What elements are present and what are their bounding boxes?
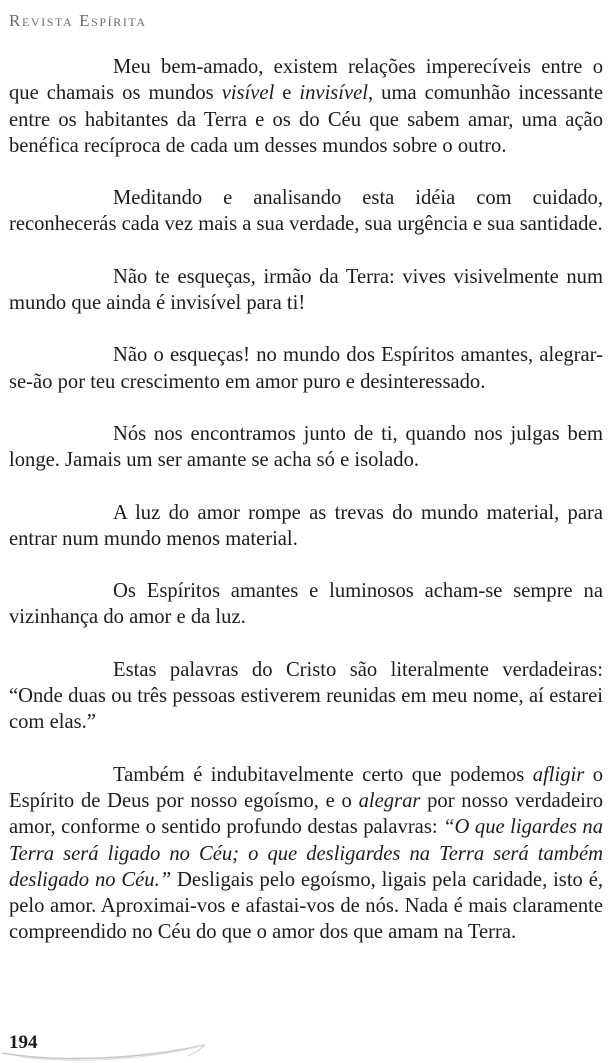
text-segment: o Espírito de Deus por nosso egoísmo, e o [9,763,604,812]
paragraph [9,54,603,159]
paragraph [9,762,603,946]
text-segment: Meditando e analisando esta idéia com cuidado, reconhecerás cada vez mais a sua verdade, sua urgência e sua santidade. [9,187,603,236]
text-segment: e [274,82,300,105]
text-segment: Meu bem-amado, existem relações imperecíveis entre o que chamais os mundos [9,56,603,105]
paragraph [9,500,603,553]
decorative-swoosh-icon [0,1023,260,1063]
text-segment: Não o esqueças! no mundo dos Espíritos amantes, alegrar-se-ão por teu crescimento em amor puro e desinteressado. [9,344,603,393]
paragraph [9,421,603,474]
text-segment: Desligais pelo egoísmo, ligais pela caridade, isto é, pelo amor. Aproximai-vos e afastai-vos de nós. Nada é mais claramente compreendido no Céu do que o amor dos que amam na Terra. [9,868,603,944]
text-segment: por nosso verdadeiro amor, conforme o sentido profundo destas palavras: [9,789,603,839]
paragraph [9,342,603,395]
page-number: 194 [9,1032,38,1053]
italic-text-segment: afligir [532,763,585,786]
page-footer [0,1023,260,1063]
text-segment: Nós nos encontramos junto de ti, quando nos julgas bem longe. Jamais um ser amante se acha só e isolado. [9,422,603,472]
text-segment: Não te esqueças, irmão da Terra: vives visivelmente num mundo que ainda é invisível para ti! [9,265,603,315]
text-segment: , uma comunhão incessante entre os habitantes da Terra e os do Céu que sabem amar, uma ação benéfica recíproca de cada um desses mundos sobre o outro. [9,82,603,157]
italic-text-segment: invisível [299,82,369,105]
running-header-title: Revista Espírita [9,11,147,30]
text-segment: Os Espíritos amantes e luminosos acham-se sempre na vizinhança do amor e da luz. [9,580,603,629]
italic-text-segment: “O que ligardes na Terra será ligado no Céu; o que desligardes na Terra será também desligado no Céu.” [9,816,603,891]
italic-text-segment: alegrar [358,789,421,812]
text-segment: Também é indubitavelmente certo que podemos [113,763,533,786]
paragraph [9,657,603,736]
italic-text-segment: visível [221,82,275,105]
body-text [9,54,603,946]
paragraph [9,578,603,631]
paragraph [9,264,603,317]
text-segment: A luz do amor rompe as trevas do mundo material, para entrar num mundo menos material. [9,501,603,550]
text-segment: Estas palavras do Cristo são literalmente verdadeiras: “Onde duas ou três pessoas estiverem reunidas em meu nome, aí estarei com elas.” [9,658,603,734]
paragraph [9,185,603,238]
